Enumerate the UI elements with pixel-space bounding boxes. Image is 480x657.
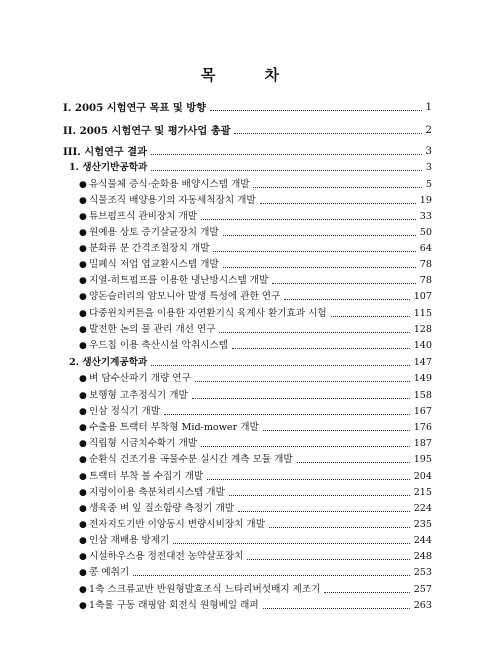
- dot-leader: [331, 316, 410, 317]
- toc-entry-page: 204: [413, 471, 432, 482]
- toc-entry: [69, 353, 432, 369]
- dot-leader: [234, 133, 421, 134]
- toc-entry-page: 257: [413, 584, 432, 595]
- toc-entry-label: 밀폐식 저업 엽교환시스템 개발: [89, 259, 219, 270]
- toc-entry-label: 지렁이이용 축분처리시스템 개발: [89, 487, 225, 498]
- dot-leader: [229, 495, 410, 496]
- toc-entry-label: 유식물체 증식·순화용 배양시스템 개발: [89, 179, 250, 190]
- toc-entry-page: 5: [425, 179, 432, 190]
- dot-leader: [232, 348, 410, 349]
- dot-leader: [263, 430, 410, 431]
- toc-entry: [79, 418, 432, 434]
- toc-entry-label: 원예용 상토 증기살균장치 개발: [89, 227, 219, 238]
- bullet-icon: ●: [79, 244, 87, 254]
- toc-entry-page: 64: [419, 243, 432, 254]
- toc-entry: [79, 434, 432, 450]
- toc-entry: [79, 304, 432, 320]
- toc-entry-page: 1: [425, 102, 432, 113]
- toc-entry-label: 콩 예취기: [89, 567, 130, 578]
- toc-entry-page: 115: [413, 308, 432, 319]
- toc-entry-page: 107: [413, 291, 432, 302]
- bullet-icon: ●: [79, 520, 87, 530]
- bullet-icon: ●: [79, 276, 87, 286]
- toc-entry: [79, 320, 432, 336]
- toc-entry: [79, 531, 432, 547]
- dot-leader: [247, 559, 409, 560]
- toc-entry-page: 149: [413, 373, 432, 384]
- toc-entry-page: 167: [413, 406, 432, 417]
- bullet-icon: ●: [79, 423, 87, 433]
- toc-entry: [63, 142, 432, 158]
- toc-entry-page: 187: [413, 438, 432, 449]
- toc-entry-label: 다중윈치커튼을 이용한 자연환기식 육계사 환기효과 시험: [89, 308, 327, 319]
- toc-entry-label: II. 2005 시험연구 및 평가사업 총괄: [63, 125, 231, 137]
- toc-entry-label: 인삼 재배용 방제기: [89, 535, 170, 546]
- toc-entry: [79, 580, 432, 596]
- toc-entry-label: 양돈슬러리의 암모니아 발생 특성에 관한 연구: [89, 291, 281, 302]
- toc-entry-label: 전자지도기반 이앙동시 변량시비장치 개발: [89, 519, 265, 530]
- bullet-icon: ●: [79, 504, 87, 514]
- bullet-icon: ●: [79, 196, 87, 206]
- toc-entry-label: 1축롤 구동 래핑암 회전식 원형베일 래퍼: [89, 600, 259, 611]
- toc-entry-label: 지열-히트펌프를 이용한 냉난방시스템 개발: [89, 275, 269, 286]
- toc-entry-label: 인삼 정식기 개발: [89, 406, 160, 417]
- dot-leader: [192, 398, 410, 399]
- dot-leader: [260, 203, 416, 204]
- bullet-icon: ●: [79, 568, 87, 578]
- toc-entry: [69, 158, 432, 174]
- bullet-icon: ●: [79, 180, 87, 190]
- dot-leader: [284, 299, 409, 300]
- dot-leader: [219, 332, 409, 333]
- toc-entry-label: 벼 담수산파기 개량 연구: [89, 373, 191, 384]
- bullet-icon: ●: [79, 212, 87, 222]
- toc-entry-label: 수출용 트랙터 부착형 Mid-mower 개발: [89, 422, 259, 433]
- dot-leader: [324, 592, 409, 593]
- bullet-icon: ●: [79, 260, 87, 270]
- toc-entry-label: 1축 스크류교반 반원형발효조식 느타리버섯배지 제조기: [89, 584, 321, 595]
- toc-entry: [79, 336, 432, 352]
- toc-entry: [79, 450, 432, 466]
- toc-entry: [79, 563, 432, 579]
- toc-entry-label: III. 시험연구 결과: [63, 146, 147, 158]
- toc-entry: [79, 402, 432, 418]
- toc-entry-page: 176: [413, 422, 432, 433]
- dot-leader: [133, 575, 410, 576]
- toc-entry-page: 248: [413, 551, 432, 562]
- dot-leader: [207, 479, 410, 480]
- bullet-icon: ●: [79, 536, 87, 546]
- bullet-icon: ●: [79, 439, 87, 449]
- dot-leader: [223, 235, 416, 236]
- toc-entry-label: 생육중 벼 잎 질소함량 측정기 개발: [89, 503, 234, 514]
- dot-leader: [223, 267, 416, 268]
- toc-entry-page: 235: [413, 519, 432, 530]
- dot-leader: [195, 381, 410, 382]
- dot-leader: [201, 219, 416, 220]
- toc-entry: [79, 255, 432, 271]
- dot-leader: [263, 608, 410, 609]
- toc-entry: [79, 239, 432, 255]
- bullet-icon: ●: [79, 309, 87, 319]
- toc-entry-label: I. 2005 시험연구 목표 및 방향: [63, 102, 206, 114]
- toc-entry: [79, 596, 432, 612]
- toc-entry-page: 195: [413, 454, 432, 465]
- toc-entry-label: 우드칩 이용 축산시설 악취시스템: [89, 340, 228, 351]
- toc-entry-label: 튜브펌프식 관비장치 개발: [89, 211, 198, 222]
- toc-entry: [63, 98, 432, 114]
- bullet-icon: ●: [79, 325, 87, 335]
- dot-leader: [210, 110, 422, 111]
- toc-entry-page: 158: [413, 390, 432, 401]
- dot-leader: [213, 251, 415, 252]
- toc-entry: [79, 271, 432, 287]
- toc-entry: [79, 386, 432, 402]
- bullet-icon: ●: [79, 455, 87, 465]
- toc-entry-page: 215: [413, 487, 432, 498]
- dot-leader: [269, 527, 410, 528]
- toc-entry: [79, 515, 432, 531]
- toc-entry-page: 19: [419, 195, 432, 206]
- toc-entry-page: 33: [419, 211, 432, 222]
- toc-entry: [79, 175, 432, 191]
- toc-entry-label: 발전한 논의 물 관리 개선 연구: [89, 324, 216, 335]
- dot-leader: [253, 187, 421, 188]
- toc-entry: [79, 287, 432, 303]
- toc-entry: [79, 207, 432, 223]
- toc-entry-label: 식물조직 배양용기의 자동세척장치 개발: [89, 195, 256, 206]
- toc-entry-page: 2: [425, 125, 432, 136]
- toc-entry-page: 78: [419, 275, 432, 286]
- bullet-icon: ●: [79, 374, 87, 384]
- dot-leader: [201, 446, 410, 447]
- toc-entry-page: 147: [413, 357, 432, 368]
- toc-entry-page: 3: [425, 146, 432, 157]
- bullet-icon: ●: [79, 292, 87, 302]
- dot-leader: [151, 154, 422, 155]
- bullet-icon: ●: [79, 488, 87, 498]
- page-title: 목 차: [200, 66, 302, 84]
- dot-leader: [164, 414, 410, 415]
- toc-entry-page: 3: [425, 162, 432, 173]
- bullet-icon: ●: [79, 585, 87, 595]
- toc-entry-label: 분화류 분 간격조절장치 개발: [89, 243, 210, 254]
- bullet-icon: ●: [79, 552, 87, 562]
- toc-entry-label: 트랙터 부착 볼 수집기 개발: [89, 471, 204, 482]
- toc-entry-page: 128: [413, 324, 432, 335]
- toc-entry-page: 50: [419, 227, 432, 238]
- bullet-icon: ●: [79, 472, 87, 482]
- toc-entry-page: 224: [413, 503, 432, 514]
- dot-leader: [297, 462, 410, 463]
- toc-entry: [79, 467, 432, 483]
- toc-entry-page: 244: [413, 535, 432, 546]
- toc-entry-label: 시설하우스용 정전대전 농약살포장치: [89, 551, 244, 562]
- toc-entry-label: 순환식 건조기용 곡물수분 실시간 계측 모듈 개발: [89, 454, 293, 465]
- toc-entry: [79, 223, 432, 239]
- toc-entry-page: 140: [413, 340, 432, 351]
- dot-leader: [151, 365, 409, 366]
- bullet-icon: ●: [79, 601, 87, 611]
- toc-entry-label: 1. 생산기반공학과: [69, 162, 148, 173]
- toc-entry: [79, 369, 432, 385]
- dot-leader: [151, 170, 422, 171]
- toc-entry: [79, 547, 432, 563]
- toc-entry-label: 2. 생산기계공학과: [69, 357, 148, 368]
- toc-entry: [63, 121, 432, 137]
- toc-entry-page: 253: [413, 567, 432, 578]
- bullet-icon: ●: [79, 391, 87, 401]
- bullet-icon: ●: [79, 228, 87, 238]
- toc-entry: [79, 191, 432, 207]
- toc-entry-page: 78: [419, 259, 432, 270]
- dot-leader: [173, 543, 409, 544]
- toc-entry-label: 보행형 고추정식기 개발: [89, 390, 188, 401]
- toc-entry-page: 263: [413, 600, 432, 611]
- dot-leader: [238, 511, 410, 512]
- toc-entry-label: 직립형 시금치수확기 개발: [89, 438, 198, 449]
- toc-entry: [79, 499, 432, 515]
- dot-leader: [272, 283, 416, 284]
- bullet-icon: ●: [79, 341, 87, 351]
- bullet-icon: ●: [79, 407, 87, 417]
- toc-entry: [79, 483, 432, 499]
